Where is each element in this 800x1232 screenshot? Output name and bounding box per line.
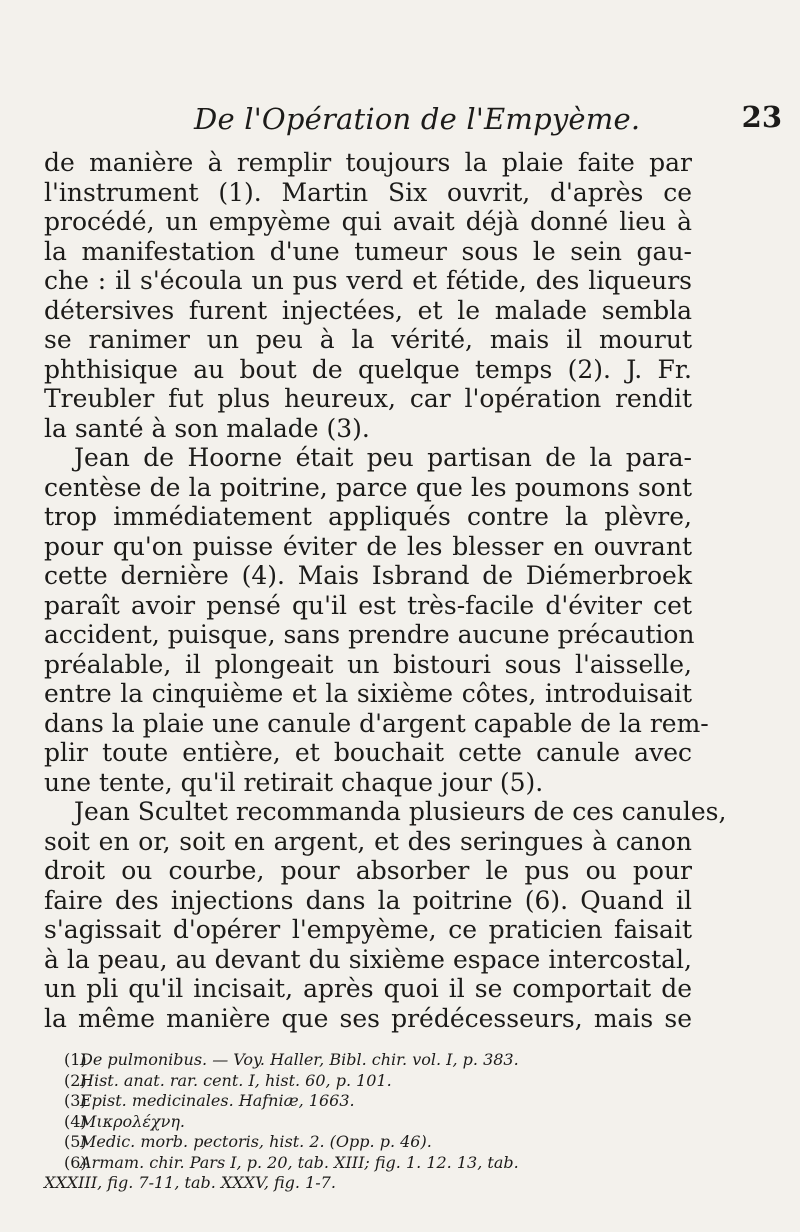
text-line: procédé, un empyème qui avait déjà donné lieu à [44,207,692,236]
text-line: la santé à son malade (3). [44,413,370,443]
text-line: che : il s'écoula un pus verd et fétide, des liqueurs [44,266,692,295]
text-line: à la peau, au devant du sixième espace intercostal, [44,944,692,974]
footnote-mark: (4) [64,1111,87,1131]
footnote-mark: (2) [64,1070,87,1090]
text-line: trop immédiatement appliqués contre la plèvre, [44,502,692,531]
footnote [44,1112,704,1133]
page-header [44,98,794,142]
text-line: pour qu'on puisse éviter de les blesser en ouvrant [44,531,692,561]
footnote [44,1071,704,1092]
footnote [44,1050,704,1071]
text-line: faire des injections dans la poitrine (6). Quand il [44,885,692,915]
running-title: De l'Opération de l'Empyème. [194,102,641,136]
footnote-mark: (1) [64,1050,87,1069]
footnote-text: Armam. chir. Pars I, p. 20, tab. XIII; fig. 1. 12. 13, tab. [80,1152,519,1172]
footnote-text: De pulmonibus. — Voy. Haller, Bibl. chir. vol. I, p. 383. [80,1050,519,1069]
page-number: 23 [741,100,782,134]
text-line: phthisique au bout de quelque temps (2). J. Fr. [44,354,692,384]
text-line: Jean Scultet recommanda plusieurs de ces canules, [74,797,727,826]
text-line: Jean de Hoorne était peu partisan de la para- [74,443,692,472]
footnote-mark: (6) [64,1152,87,1172]
text-line: un pli qu'il incisait, après quoi il se comportait de [44,974,692,1003]
text-line: cette dernière (4). Mais Isbrand de Diémerbroek [44,561,692,590]
text-line: la manifestation d'une tumeur sous le sein gau- [44,236,692,266]
footnote-text: Epist. medicinales. Hafniæ, 1663. [80,1091,355,1110]
footnote-continuation [44,1173,704,1194]
text-line: entre la cinquième et la sixième côtes, introduisait [44,679,692,708]
text-line: s'agissait d'opérer l'empyème, ce praticien faisait [44,915,692,944]
footnote [44,1091,704,1112]
footnote-text: XXXIII, fig. 7-11, tab. XXXV, fig. 1-7. [44,1173,336,1192]
footnote [44,1132,704,1153]
text-line: l'instrument (1). Martin Six ouvrit, d'après ce [44,177,692,207]
text-line: paraît avoir pensé qu'il est très-facile d'éviter cet [44,590,692,620]
text-line: se ranimer un peu à la vérité, mais il mourut [44,325,692,354]
text-line: Treubler fut plus heureux, car l'opération rendit [44,384,692,413]
text-line: centèse de la poitrine, parce que les poumons sont [44,472,692,502]
text-line: plir toute entière, et bouchait cette canule avec [44,738,692,767]
footnote-mark: (3) [64,1091,87,1110]
text-line: de manière à remplir toujours la plaie faite par [44,148,692,177]
text-line: droit ou courbe, pour absorber le pus ou pour [44,856,692,885]
text-line: préalable, il plongeait un bistouri sous l'aisselle, [44,649,692,679]
footnote [44,1153,704,1174]
text-line: dans la plaie une canule d'argent capable de la rem- [44,708,709,738]
text-line: soit en or, soit en argent, et des seringues à canon [44,826,692,856]
text-line: détersives furent injectées, et le malade sembla [44,295,692,325]
footnote-mark: (5) [64,1132,87,1151]
text-line: accident, puisque, sans prendre aucune précaution [44,620,695,649]
footnote-text: Hist. anat. rar. cent. I, hist. 60, p. 101. [80,1070,392,1090]
text-line: une tente, qu'il retirait chaque jour (5). [44,767,544,797]
body-text [44,148,727,1033]
footnote-text: Μικρολέχνη. [80,1111,186,1131]
text-line: la même manière que ses prédécesseurs, mais se [44,1003,692,1033]
footnote-text: Medic. morb. pectoris, hist. 2. (Opp. p. 46). [80,1132,432,1151]
footnotes [44,1050,704,1194]
